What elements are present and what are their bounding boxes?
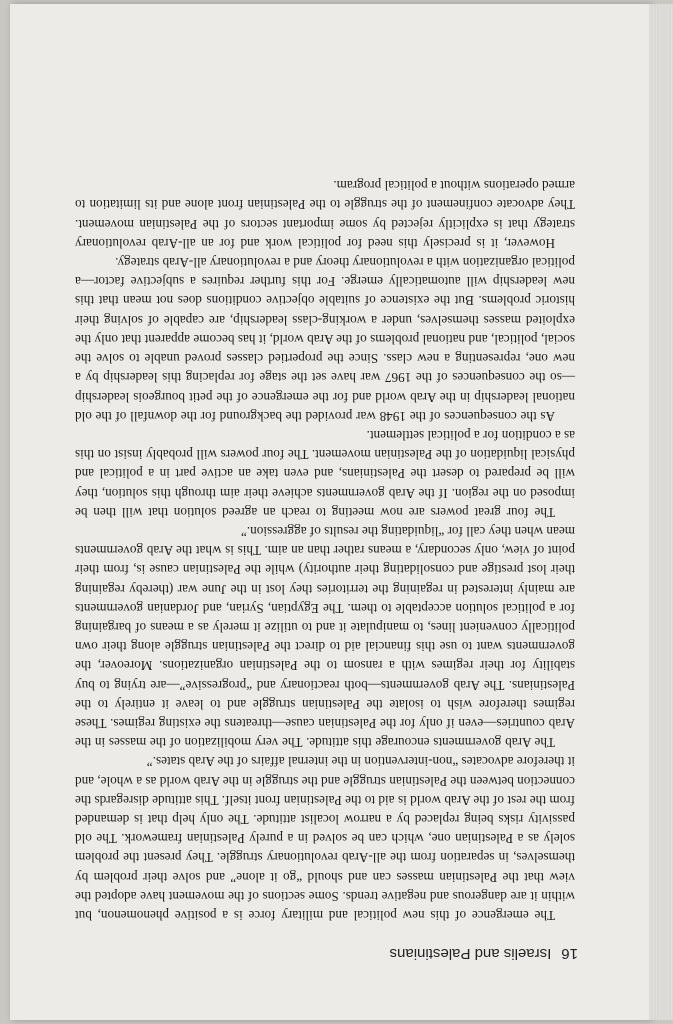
page-number: 16 <box>561 945 578 962</box>
running-header <box>390 945 578 962</box>
paragraph: However, it is precisely this need for political work and for an all-Arab revolutionary strategy that is explicitly rejected by some important sectors of the Palestinian movement. They advocate confinement of the struggle to the Palestinian front alone and its limitation to armed operations without a political program. <box>75 178 575 251</box>
rotated-page-content <box>10 4 650 1020</box>
book-page <box>10 4 650 1020</box>
body-text <box>75 176 575 925</box>
page-stack-edge <box>649 4 673 1020</box>
paragraph: The Arab governments encourage this attitude. The very mobilization of the masses in the Arab countries—even if only for the Palestinian cause—threatens the existing regimes. These regimes therefore wish to isolate the Palestinian struggle and to leave it entirely to the Palestinians. The Arab governments—both reactionary and “progressive”—are trying to buy stability for their regimes with a ransom to the Palestinian organizations. Moreover, the governments want to use this financial aid to direct the Palestinian struggle along their own politically convenient lines, to manipulate it and to utilize it merely as a means of bargaining for a political solution acceptable to them. The Egyptian, Syrian, and Jordanian governments are mainly interested in regaining the territories they lost in the June war (thereby regaining their lost prestige and consolidating their authority) while the Palestinian cause is, from their point of view, only secondary, a means rather than an aim. This is what the Arab governments mean when they call for “liquidating the results of aggression.” <box>75 523 575 751</box>
paragraph: The four great powers are now meeting to reach an agreed solution that will then be imposed on the region. If the Arab governments achieve their aim through this solution, they will be prepared to desert the Palestinians, and even take an active part in a political and physical liquidation of the Palestinian movement. The four powers will probably insist on this as a condition for a political settlement. <box>75 427 575 520</box>
paragraph: As the consequences of the 1948 war provided the background for the downfall of the old national leadership in the Arab world and for the emergence of the petit bourgeois leadership—so the consequences of the 1967 war have set the stage for replacing this leadership by a new one, representing a new class. Since the propertied classes proved unable to solve the social, political, and national problems of the Arab world, it has become apparent that only the exploited masses themselves, under a working-class leadership, are capable of solving their historic problems. But the existence of suitable objective conditions does not mean that this new leadership will automatically emerge. For this further requires a subjective factor—a political organization with a revolutionary theory and a revolutionary all-Arab strategy. <box>75 255 575 424</box>
running-title: Israelis and Palestinians <box>389 945 552 962</box>
paragraph: The emergence of this new political and military force is a positive phenomenon, but within it are dangerous and negative trends. Some sections of the movement have adopted the view that the Palestinian masses can and should “go it alone” and solve their problem by themselves, in separation from the all-Arab revolutionary struggle. They present the problem solely as a Palestinian one, which can be solved in a purely Palestinian framework. The old passivity risks being replaced by a narrow localist attitude. The only help that is demanded from the rest of the Arab world is aid to the Palestinian front itself. This attitude disregards the connection between the Palestinian struggle and the struggle in the Arab world as a whole, and it therefore advocates “non-intervention in the internal affairs of the Arab states.” <box>75 754 575 923</box>
